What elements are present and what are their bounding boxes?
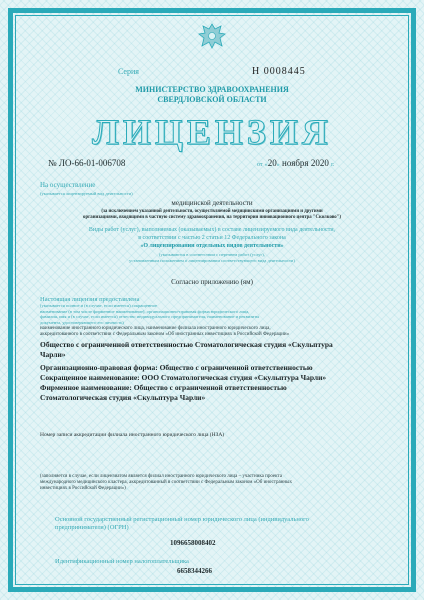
ministry-line-1: МИНИСТЕРСТВО ЗДРАВООХРАНЕНИЯ [135, 85, 289, 94]
activity-label: На осуществление [40, 181, 96, 189]
document-title: ЛИЦЕНЗИЯ [92, 112, 332, 152]
works-description: Виды работ (услуг), выполняемых (оказываемых) в составе лицензируемого вида деятельности, в соответствии с частью 2 статьи 12 Федерального закона «О лицензировании отдельных видов деятельности» [88, 227, 336, 249]
series-label: Серия [118, 67, 139, 76]
date-year-suffix: г. [331, 162, 335, 168]
granted-caption: (указывается полное и (в случае, если имеется) сокращенное наименование (в том числе фирменное наименование), организационно-правовая форма юридического лица, фамилия, имя и (в случае, если имеется) отчество индивидуального предпринимателя, наименование и реквизиты документа, удостоверяющего его личность) [40, 303, 260, 325]
short-name: Сокращенное наименование: ООО Стоматологическая студия «Скульптура Чарли» [40, 373, 327, 383]
inn-label: Идентификационный номер налогоплательщика [55, 558, 189, 565]
date-day: 20 [267, 158, 277, 168]
legal-form: Организационно-правовая форма: Общество с ограниченной ответственностью [40, 363, 313, 373]
full-name: Общество с ограниченной ответственностью Стоматологическая студия «Скульптура Чарли» [40, 340, 333, 360]
firm-name: Фирменное наименование: Общество с ограниченной ответственностью Стоматологическая студия «Скульптура Чарли» [40, 383, 287, 403]
ogrn-label: Основной государственный регистрационный номер юридического лица (индивидуального предпринимателя) (ОГРН) [55, 516, 309, 531]
date-year: 2020 [310, 158, 329, 168]
per-appendix: Согласно приложению (ям) [171, 278, 253, 286]
ministry-line-2: СВЕРДЛОВСКОЙ ОБЛАСТИ [157, 95, 267, 104]
activity-type: медицинской деятельности [171, 199, 253, 207]
ministry-name [60, 85, 364, 105]
license-number: № ЛО-66-01-006708 [48, 158, 126, 168]
coat-of-arms-icon [196, 20, 228, 52]
license-date: от «20» ноября 2020 г. [257, 158, 335, 168]
granted-heading: Настоящая лицензия предоставлена [40, 296, 140, 303]
date-prefix: от [257, 162, 263, 168]
activity-exclusion: (за исключением указанной деятельности, осуществляемой медицинскими организациями и другими организациями, входящими в частную систему здравоохранения, на территории инновационного центра "Сколково") [83, 209, 341, 220]
accreditation-note: (заполняется в случае, если лицензиатом является филиал иностранного юридического лица – участника проекта международного медицинского кластера, аккредитованный в соответствии с Федеральным законом «Об иностранных инвестициях в Российской Федерации») [40, 474, 292, 491]
licensee-block [40, 296, 388, 403]
branch-note: наименование иностранного юридического лица, наименование филиала иностранного юридического лица, аккредитованного в соответствии с Федеральным законом «Об иностранных инвестициях в Российской Федерации» [40, 326, 290, 338]
ogrn-value: 1096658008402 [170, 539, 216, 547]
license-serial [252, 66, 306, 77]
works-caption: (указываются в соответствии с перечнем работ (услуг), установленным положением о лицензировании соответствующего вида деятельности) [129, 252, 295, 263]
accreditation-label: Номер записи аккредитации филиала иностранного юридического лица (НЗА) [40, 432, 225, 438]
series-letter: Н [252, 66, 261, 77]
activity-caption: (указывается лицензируемый вид деятельности) [40, 191, 133, 196]
inn-value: 6658344266 [177, 567, 212, 575]
date-month: ноября [282, 158, 309, 168]
serial-number: 0008445 [263, 66, 306, 77]
